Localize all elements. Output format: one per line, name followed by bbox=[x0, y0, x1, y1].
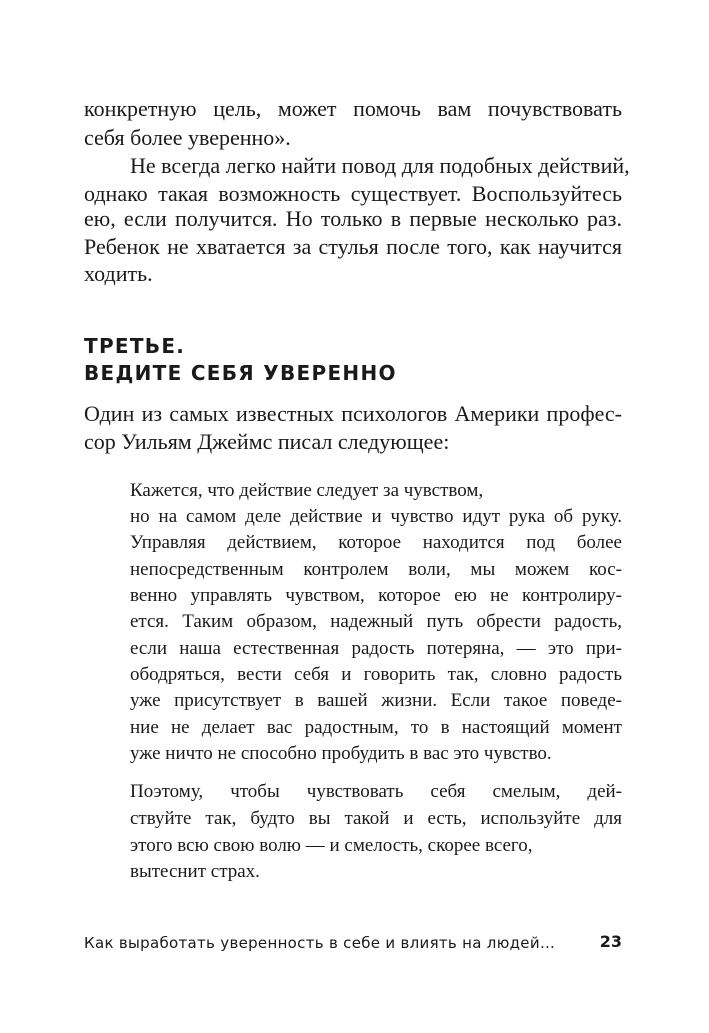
quote-line: ободряться, вести себя и говорить так, словно радость bbox=[130, 664, 622, 685]
body-line: ею, если получится. Но только в первые несколько раз. bbox=[84, 206, 622, 231]
quote-line: Управляя действием, которое находится под более bbox=[130, 532, 622, 553]
quote-line: ствуйте так, будто вы такой и есть, используйте для bbox=[130, 808, 622, 829]
quote-line: ется. Таким образом, надежный путь обрести радость, bbox=[130, 611, 622, 632]
running-footer-title: Как выработать уверенность в себе и влиять на людей… bbox=[84, 934, 556, 952]
quote-line: Поэтому, чтобы чувствовать себя смелым, дей- bbox=[130, 781, 622, 802]
intro-line: Один из самых известных психологов Америки профес- bbox=[84, 401, 622, 426]
body-line: себя более уверенно». bbox=[84, 125, 291, 150]
quote-line: непосредственным контролем воли, мы можем кос- bbox=[130, 559, 622, 580]
quote-line: уже ничто не способно пробудить в вас это чувство. bbox=[130, 743, 552, 764]
body-line: Не всегда легко найти повод для подобных действий, bbox=[130, 153, 630, 178]
body-line: ходить. bbox=[84, 261, 153, 286]
body-line: конкретную цель, может помочь вам почувствовать bbox=[84, 96, 622, 121]
quote-line: ние не делает вас радостным, то в настоящий момент bbox=[130, 717, 622, 738]
quote-line: уже присутствует в вашей жизни. Если такое поведе- bbox=[130, 690, 622, 711]
section-heading-title: ВЕДИТЕ СЕБЯ УВЕРЕННО bbox=[84, 361, 397, 385]
quote-line: если наша естественная радость потеряна, — это при- bbox=[130, 638, 622, 659]
quote-line: Кажется, что действие следует за чувством, bbox=[130, 480, 484, 501]
page-number: 23 bbox=[599, 932, 622, 951]
quote-line: этого всю свою волю — и смелость, скорее всего, bbox=[130, 835, 533, 856]
body-line: Ребенок не хватается за стулья после того, как научится bbox=[84, 234, 622, 259]
quote-line: но на самом деле действие и чувство идут рука об руку. bbox=[130, 506, 622, 527]
body-line: однако такая возможность существует. Воспользуйтесь bbox=[84, 181, 622, 206]
section-heading-number: ТРЕТЬЕ. bbox=[84, 334, 186, 358]
quote-line: вытеснит страх. bbox=[130, 861, 260, 882]
quote-line: венно управлять чувством, которое ею не контролиру- bbox=[130, 585, 622, 606]
intro-line: сор Уильям Джеймс писал следующее: bbox=[84, 429, 450, 454]
